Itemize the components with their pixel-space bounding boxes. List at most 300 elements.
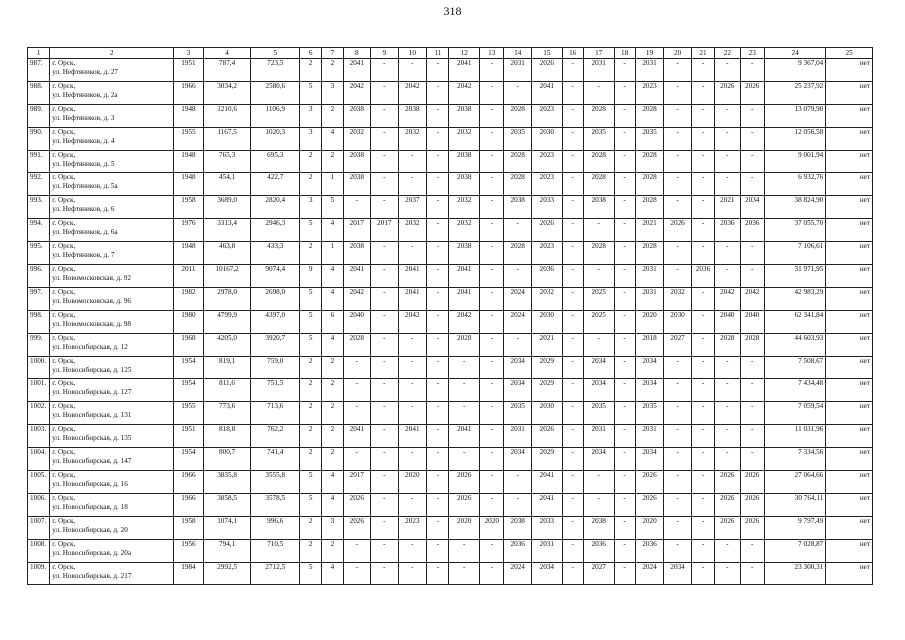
- value-cell: 2: [300, 402, 322, 425]
- column-number-header: 14: [504, 48, 532, 59]
- value-cell: 2034: [531, 562, 562, 585]
- value-cell: 2028: [583, 242, 614, 265]
- area-cell: 794,1: [203, 539, 251, 562]
- value-cell: 1984: [174, 562, 204, 585]
- value-cell: 2031: [504, 425, 532, 448]
- value-cell: -: [562, 379, 583, 402]
- value-cell: -: [614, 242, 635, 265]
- cost-cell: 25 237,92: [764, 81, 825, 104]
- value-cell: -: [691, 150, 714, 173]
- address-city: г. Орск,: [52, 562, 76, 571]
- value-cell: -: [480, 104, 504, 127]
- value-cell: -: [427, 59, 449, 82]
- address-city: г. Орск,: [52, 539, 76, 548]
- area-cell: 2820,4: [251, 196, 300, 219]
- column-number-header: 13: [480, 48, 504, 59]
- table-row: [28, 516, 873, 539]
- value-cell: -: [343, 356, 371, 379]
- value-cell: -: [614, 173, 635, 196]
- flag-cell: нет: [826, 150, 873, 173]
- value-cell: 2: [300, 448, 322, 471]
- value-cell: -: [480, 402, 504, 425]
- value-cell: 2041: [449, 425, 480, 448]
- value-cell: 2026: [740, 471, 764, 494]
- row-number: 991.: [28, 150, 50, 173]
- value-cell: 1: [322, 242, 343, 265]
- address-cell: [50, 196, 174, 219]
- row-number: 1001.: [28, 379, 50, 402]
- value-cell: 2024: [504, 562, 532, 585]
- value-cell: 2032: [664, 287, 692, 310]
- value-cell: -: [664, 59, 692, 82]
- value-cell: -: [614, 81, 635, 104]
- address-street: ул. Нефтяников, д. 6: [52, 205, 115, 214]
- value-cell: -: [480, 493, 504, 516]
- value-cell: 2041: [343, 265, 371, 288]
- value-cell: 2038: [343, 104, 371, 127]
- value-cell: -: [664, 104, 692, 127]
- value-cell: 2028: [635, 242, 664, 265]
- value-cell: -: [371, 471, 399, 494]
- value-cell: -: [427, 516, 449, 539]
- value-cell: 4: [322, 287, 343, 310]
- value-cell: 2017: [343, 219, 371, 242]
- value-cell: -: [480, 242, 504, 265]
- table-row: [28, 471, 873, 494]
- value-cell: -: [614, 104, 635, 127]
- area-cell: 741,4: [251, 448, 300, 471]
- value-cell: 2038: [343, 173, 371, 196]
- value-cell: 2038: [449, 173, 480, 196]
- value-cell: 2032: [343, 127, 371, 150]
- value-cell: -: [371, 150, 399, 173]
- address-cell: [50, 356, 174, 379]
- value-cell: -: [371, 379, 399, 402]
- value-cell: 2031: [635, 287, 664, 310]
- value-cell: 1: [322, 173, 343, 196]
- table-row: [28, 196, 873, 219]
- value-cell: -: [614, 539, 635, 562]
- area-cell: 800,7: [203, 448, 251, 471]
- value-cell: 2042: [449, 81, 480, 104]
- value-cell: -: [740, 265, 764, 288]
- value-cell: 2034: [583, 356, 614, 379]
- address-street: ул. Новосибирская, д. 125: [52, 365, 132, 374]
- area-cell: 3858,5: [203, 493, 251, 516]
- area-cell: 10167,2: [203, 265, 251, 288]
- address-street: ул. Новомосковская, д. 92: [52, 274, 131, 283]
- value-cell: 2026: [531, 425, 562, 448]
- value-cell: -: [562, 287, 583, 310]
- value-cell: -: [562, 310, 583, 333]
- value-cell: 2040: [715, 310, 740, 333]
- value-cell: 1948: [174, 104, 204, 127]
- address-city: г. Орск,: [52, 516, 76, 525]
- row-number: 990.: [28, 127, 50, 150]
- value-cell: 5: [300, 493, 322, 516]
- area-cell: 773,6: [203, 402, 251, 425]
- table-row: [28, 356, 873, 379]
- table-row: [28, 242, 873, 265]
- row-number: 997.: [28, 287, 50, 310]
- address-street: ул. Нефтяников, д. 7: [52, 251, 115, 260]
- value-cell: 2038: [583, 196, 614, 219]
- value-cell: -: [398, 448, 427, 471]
- value-cell: -: [480, 310, 504, 333]
- value-cell: -: [343, 562, 371, 585]
- row-number: 996.: [28, 265, 50, 288]
- value-cell: 2028: [504, 173, 532, 196]
- value-cell: 2026: [664, 219, 692, 242]
- value-cell: 2031: [635, 265, 664, 288]
- flag-cell: нет: [826, 493, 873, 516]
- value-cell: 5: [300, 81, 322, 104]
- flag-cell: нет: [826, 196, 873, 219]
- value-cell: 2029: [531, 379, 562, 402]
- value-cell: 2028: [635, 173, 664, 196]
- value-cell: 2: [322, 59, 343, 82]
- address-cell: [50, 173, 174, 196]
- value-cell: -: [664, 173, 692, 196]
- value-cell: 2028: [635, 104, 664, 127]
- area-cell: 819,1: [203, 356, 251, 379]
- value-cell: -: [664, 356, 692, 379]
- row-number: 999.: [28, 333, 50, 356]
- area-cell: 751,5: [251, 379, 300, 402]
- value-cell: -: [427, 471, 449, 494]
- value-cell: 2036: [583, 539, 614, 562]
- value-cell: -: [343, 539, 371, 562]
- area-cell: 811,6: [203, 379, 251, 402]
- row-number: 1003.: [28, 425, 50, 448]
- value-cell: 1951: [174, 59, 204, 82]
- value-cell: -: [480, 333, 504, 356]
- value-cell: 1966: [174, 81, 204, 104]
- value-cell: -: [664, 379, 692, 402]
- cost-cell: 31 971,95: [764, 265, 825, 288]
- column-number-header: 19: [635, 48, 664, 59]
- value-cell: 2036: [531, 265, 562, 288]
- value-cell: 1955: [174, 402, 204, 425]
- value-cell: -: [740, 402, 764, 425]
- value-cell: -: [449, 402, 480, 425]
- value-cell: -: [740, 356, 764, 379]
- value-cell: 2031: [583, 59, 614, 82]
- value-cell: -: [427, 425, 449, 448]
- value-cell: 2041: [449, 59, 480, 82]
- value-cell: -: [427, 333, 449, 356]
- row-number: 1005.: [28, 471, 50, 494]
- row-number: 1007.: [28, 516, 50, 539]
- value-cell: 2038: [449, 104, 480, 127]
- value-cell: -: [562, 333, 583, 356]
- value-cell: -: [427, 562, 449, 585]
- cost-cell: 9 797,49: [764, 516, 825, 539]
- table-row: [28, 425, 873, 448]
- value-cell: 2042: [715, 287, 740, 310]
- value-cell: 2040: [343, 310, 371, 333]
- value-cell: -: [740, 539, 764, 562]
- value-cell: 2036: [691, 265, 714, 288]
- address-cell: [50, 402, 174, 425]
- value-cell: -: [427, 127, 449, 150]
- value-cell: 1955: [174, 127, 204, 150]
- value-cell: -: [562, 81, 583, 104]
- value-cell: -: [562, 242, 583, 265]
- value-cell: 2028: [635, 196, 664, 219]
- address-city: г. Орск,: [52, 219, 76, 228]
- value-cell: -: [562, 356, 583, 379]
- address-cell: [50, 265, 174, 288]
- address-cell: [50, 379, 174, 402]
- value-cell: -: [427, 356, 449, 379]
- address-cell: [50, 150, 174, 173]
- table-row: [28, 81, 873, 104]
- area-cell: 1210,6: [203, 104, 251, 127]
- flag-cell: нет: [826, 516, 873, 539]
- value-cell: -: [371, 333, 399, 356]
- flag-cell: нет: [826, 333, 873, 356]
- table-row: [28, 539, 873, 562]
- value-cell: -: [562, 196, 583, 219]
- value-cell: -: [562, 471, 583, 494]
- value-cell: -: [691, 173, 714, 196]
- area-cell: 2580,6: [251, 81, 300, 104]
- value-cell: -: [398, 562, 427, 585]
- flag-cell: нет: [826, 104, 873, 127]
- value-cell: -: [562, 562, 583, 585]
- value-cell: 3: [300, 127, 322, 150]
- cost-cell: 7 106,61: [764, 242, 825, 265]
- value-cell: -: [664, 127, 692, 150]
- address-street: ул. Новосибирская, д. 12: [52, 342, 128, 351]
- value-cell: 5: [300, 310, 322, 333]
- value-cell: -: [398, 402, 427, 425]
- value-cell: -: [427, 196, 449, 219]
- address-city: г. Орск,: [52, 333, 76, 342]
- value-cell: -: [371, 287, 399, 310]
- value-cell: 4: [322, 493, 343, 516]
- value-cell: -: [691, 516, 714, 539]
- column-number-header: 23: [740, 48, 764, 59]
- value-cell: -: [371, 516, 399, 539]
- area-cell: 695,3: [251, 150, 300, 173]
- address-city: г. Орск,: [52, 265, 76, 274]
- value-cell: -: [715, 265, 740, 288]
- value-cell: 2032: [449, 219, 480, 242]
- value-cell: -: [583, 81, 614, 104]
- value-cell: -: [449, 448, 480, 471]
- value-cell: -: [343, 196, 371, 219]
- row-number: 987.: [28, 59, 50, 82]
- area-cell: 2946,3: [251, 219, 300, 242]
- value-cell: -: [614, 516, 635, 539]
- row-number: 992.: [28, 173, 50, 196]
- table-row: [28, 59, 873, 82]
- value-cell: 2023: [531, 173, 562, 196]
- value-cell: -: [715, 402, 740, 425]
- value-cell: -: [740, 425, 764, 448]
- row-number: 1004.: [28, 448, 50, 471]
- address-city: г. Орск,: [52, 196, 76, 205]
- value-cell: -: [562, 516, 583, 539]
- value-cell: 6: [322, 310, 343, 333]
- value-cell: 1982: [174, 287, 204, 310]
- flag-cell: нет: [826, 127, 873, 150]
- value-cell: 5: [322, 196, 343, 219]
- row-number: 1008.: [28, 539, 50, 562]
- value-cell: -: [371, 310, 399, 333]
- value-cell: 2035: [583, 402, 614, 425]
- flag-cell: нет: [826, 81, 873, 104]
- cost-cell: 13 079,90: [764, 104, 825, 127]
- row-number: 1009.: [28, 562, 50, 585]
- value-cell: 2020: [635, 516, 664, 539]
- value-cell: -: [583, 333, 614, 356]
- area-cell: 1074,1: [203, 516, 251, 539]
- value-cell: 4: [322, 265, 343, 288]
- value-cell: 2026: [715, 493, 740, 516]
- cost-cell: 30 764,11: [764, 493, 825, 516]
- value-cell: 2032: [398, 127, 427, 150]
- value-cell: 2025: [583, 287, 614, 310]
- value-cell: -: [691, 471, 714, 494]
- flag-cell: нет: [826, 471, 873, 494]
- value-cell: -: [664, 265, 692, 288]
- value-cell: -: [427, 150, 449, 173]
- value-cell: -: [371, 493, 399, 516]
- address-cell: [50, 127, 174, 150]
- table-row: [28, 173, 873, 196]
- value-cell: 5: [300, 287, 322, 310]
- row-number: 1006.: [28, 493, 50, 516]
- area-cell: 765,3: [203, 150, 251, 173]
- value-cell: -: [371, 104, 399, 127]
- value-cell: 2: [300, 150, 322, 173]
- cost-cell: 9 367,04: [764, 59, 825, 82]
- address-cell: [50, 493, 174, 516]
- column-number-header: 15: [531, 48, 562, 59]
- value-cell: 2041: [531, 471, 562, 494]
- value-cell: 2032: [449, 196, 480, 219]
- value-cell: 2031: [504, 59, 532, 82]
- value-cell: 2023: [531, 242, 562, 265]
- value-cell: -: [691, 356, 714, 379]
- address-street: ул. Новосибирская, д. 20а: [52, 548, 132, 557]
- value-cell: 2030: [531, 402, 562, 425]
- value-cell: -: [398, 173, 427, 196]
- value-cell: 2038: [343, 242, 371, 265]
- value-cell: 2011: [174, 265, 204, 288]
- table-row: [28, 127, 873, 150]
- value-cell: -: [371, 59, 399, 82]
- value-cell: 2027: [583, 562, 614, 585]
- address-city: г. Орск,: [52, 81, 76, 90]
- value-cell: -: [504, 81, 532, 104]
- value-cell: -: [691, 104, 714, 127]
- flag-cell: нет: [826, 265, 873, 288]
- column-number-row: [28, 48, 873, 59]
- value-cell: 2020: [449, 516, 480, 539]
- value-cell: 2021: [715, 196, 740, 219]
- area-cell: 759,0: [251, 356, 300, 379]
- value-cell: 1948: [174, 150, 204, 173]
- value-cell: -: [562, 425, 583, 448]
- column-number-header: 9: [371, 48, 399, 59]
- row-number: 995.: [28, 242, 50, 265]
- value-cell: 2042: [740, 287, 764, 310]
- value-cell: -: [614, 333, 635, 356]
- value-cell: -: [614, 265, 635, 288]
- address-street: ул. Новомосковская, д. 96: [52, 296, 131, 305]
- value-cell: 2026: [449, 493, 480, 516]
- value-cell: 2034: [504, 379, 532, 402]
- value-cell: 5: [300, 333, 322, 356]
- flag-cell: нет: [826, 539, 873, 562]
- value-cell: 2026: [635, 471, 664, 494]
- value-cell: 2042: [398, 310, 427, 333]
- value-cell: -: [371, 356, 399, 379]
- address-street: ул. Нефтяников, д. 3: [52, 113, 115, 122]
- value-cell: 2042: [398, 81, 427, 104]
- value-cell: -: [427, 402, 449, 425]
- value-cell: -: [715, 356, 740, 379]
- value-cell: -: [371, 562, 399, 585]
- address-cell: [50, 59, 174, 82]
- value-cell: -: [691, 59, 714, 82]
- value-cell: 2034: [635, 379, 664, 402]
- value-cell: 2028: [740, 333, 764, 356]
- value-cell: 2020: [480, 516, 504, 539]
- value-cell: -: [691, 425, 714, 448]
- value-cell: -: [614, 196, 635, 219]
- value-cell: -: [480, 150, 504, 173]
- value-cell: 2032: [449, 127, 480, 150]
- value-cell: -: [480, 379, 504, 402]
- value-cell: -: [715, 150, 740, 173]
- flag-cell: нет: [826, 173, 873, 196]
- cost-cell: 12 056,58: [764, 127, 825, 150]
- value-cell: 2034: [583, 448, 614, 471]
- value-cell: -: [480, 81, 504, 104]
- flag-cell: нет: [826, 59, 873, 82]
- value-cell: 2023: [531, 104, 562, 127]
- value-cell: 1980: [174, 310, 204, 333]
- value-cell: 2017: [343, 471, 371, 494]
- value-cell: -: [715, 242, 740, 265]
- value-cell: -: [664, 448, 692, 471]
- value-cell: -: [715, 562, 740, 585]
- row-number: 994.: [28, 219, 50, 242]
- value-cell: 5: [300, 219, 322, 242]
- table-row: [28, 310, 873, 333]
- value-cell: 2029: [531, 448, 562, 471]
- column-number-header: 25: [826, 48, 873, 59]
- value-cell: 4: [322, 127, 343, 150]
- cost-cell: 44 603,93: [764, 333, 825, 356]
- area-cell: 3313,4: [203, 219, 251, 242]
- area-cell: 3920,7: [251, 333, 300, 356]
- value-cell: 2035: [635, 402, 664, 425]
- value-cell: -: [664, 196, 692, 219]
- address-city: г. Орск,: [52, 310, 76, 319]
- area-cell: 3034,2: [203, 81, 251, 104]
- value-cell: 2035: [504, 127, 532, 150]
- value-cell: 3: [300, 196, 322, 219]
- value-cell: -: [664, 471, 692, 494]
- value-cell: 2021: [635, 219, 664, 242]
- value-cell: -: [504, 219, 532, 242]
